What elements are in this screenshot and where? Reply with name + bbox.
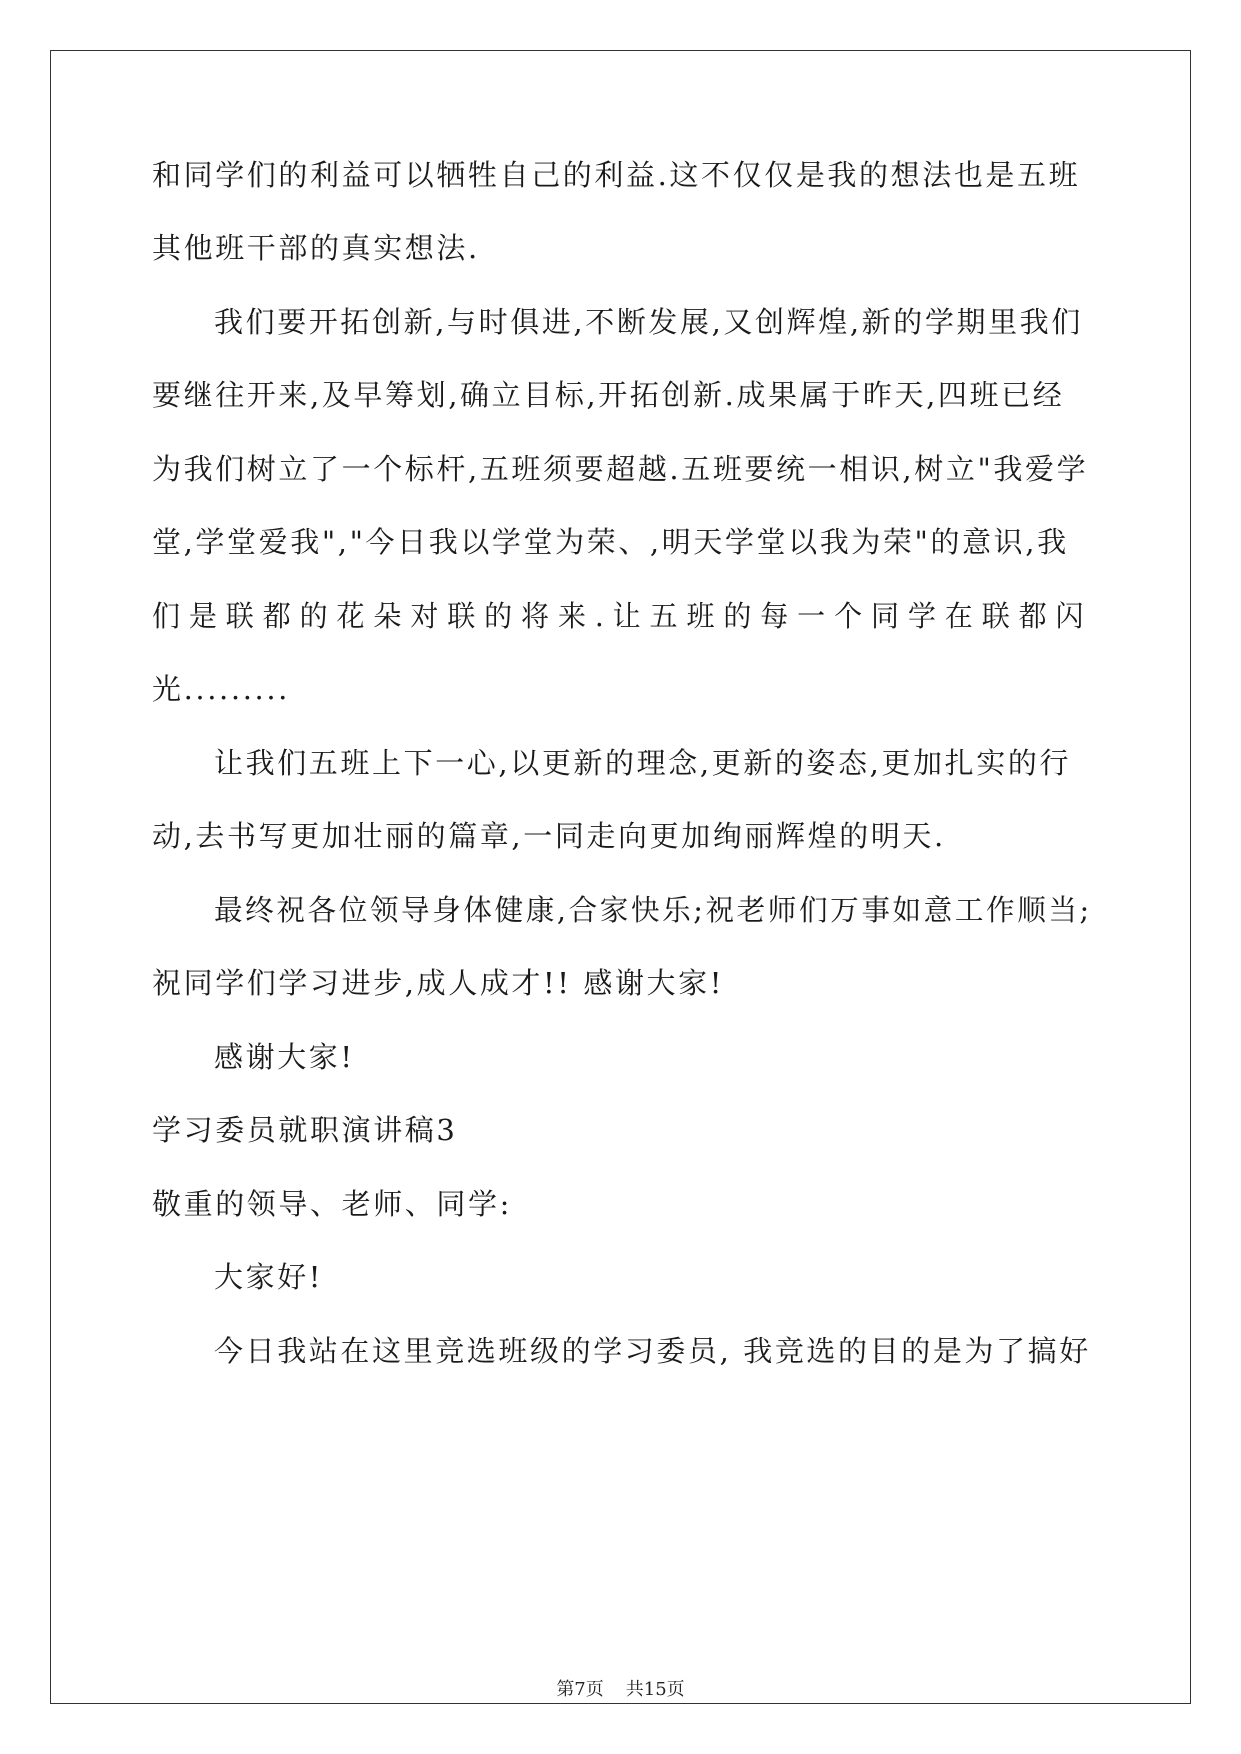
text-line: 今日我站在这里竞选班级的学习委员, 我竞选的目的是为了搞好 bbox=[214, 1334, 1091, 1368]
page-number: 第7页 bbox=[556, 1679, 604, 1700]
text-line: 祝同学们学习进步,成人成才!! 感谢大家! bbox=[152, 966, 724, 1000]
page-total: 共15页 bbox=[625, 1679, 685, 1700]
text-line: 其他班干部的真实想法. bbox=[152, 231, 480, 265]
text-line: 和同学们的利益可以牺牲自己的利益.这不仅仅是我的想法也是五班 bbox=[152, 158, 1081, 192]
greeting: 大家好! bbox=[214, 1260, 324, 1294]
text-line: 为我们树立了一个标杆,五班须要超越.五班要统一相识,树立"我爱学 bbox=[152, 452, 1089, 486]
page-border bbox=[50, 50, 1191, 1704]
salutation: 敬重的领导、老师、同学: bbox=[152, 1187, 512, 1221]
text-line: 让我们五班上下一心,以更新的理念,更新的姿态,更加扎实的行 bbox=[214, 746, 1072, 780]
text-line: 要继往开来,及早筹划,确立目标,开拓创新.成果属于昨天,四班已经 bbox=[152, 378, 1065, 412]
section-title: 学习委员就职演讲稿3 bbox=[152, 1113, 458, 1147]
text-line: 们是联都的花朵对联的将来.让五班的每一个同学在联都闪 bbox=[152, 599, 1093, 633]
text-line: 动,去书写更加壮丽的篇章,一同走向更加绚丽辉煌的明天. bbox=[152, 819, 946, 853]
text-line: 堂,学堂爱我","今日我以学堂为荣、,明天学堂以我为荣"的意识,我 bbox=[152, 525, 1069, 559]
text-line: 光......... bbox=[152, 672, 290, 706]
page-footer bbox=[0, 1678, 1241, 1702]
text-line: 感谢大家! bbox=[214, 1040, 355, 1074]
text-line: 最终祝各位领导身体健康,合家快乐;祝老师们万事如意工作顺当; bbox=[214, 893, 1092, 927]
text-line: 我们要开拓创新,与时俱进,不断发展,又创辉煌,新的学期里我们 bbox=[214, 305, 1083, 339]
